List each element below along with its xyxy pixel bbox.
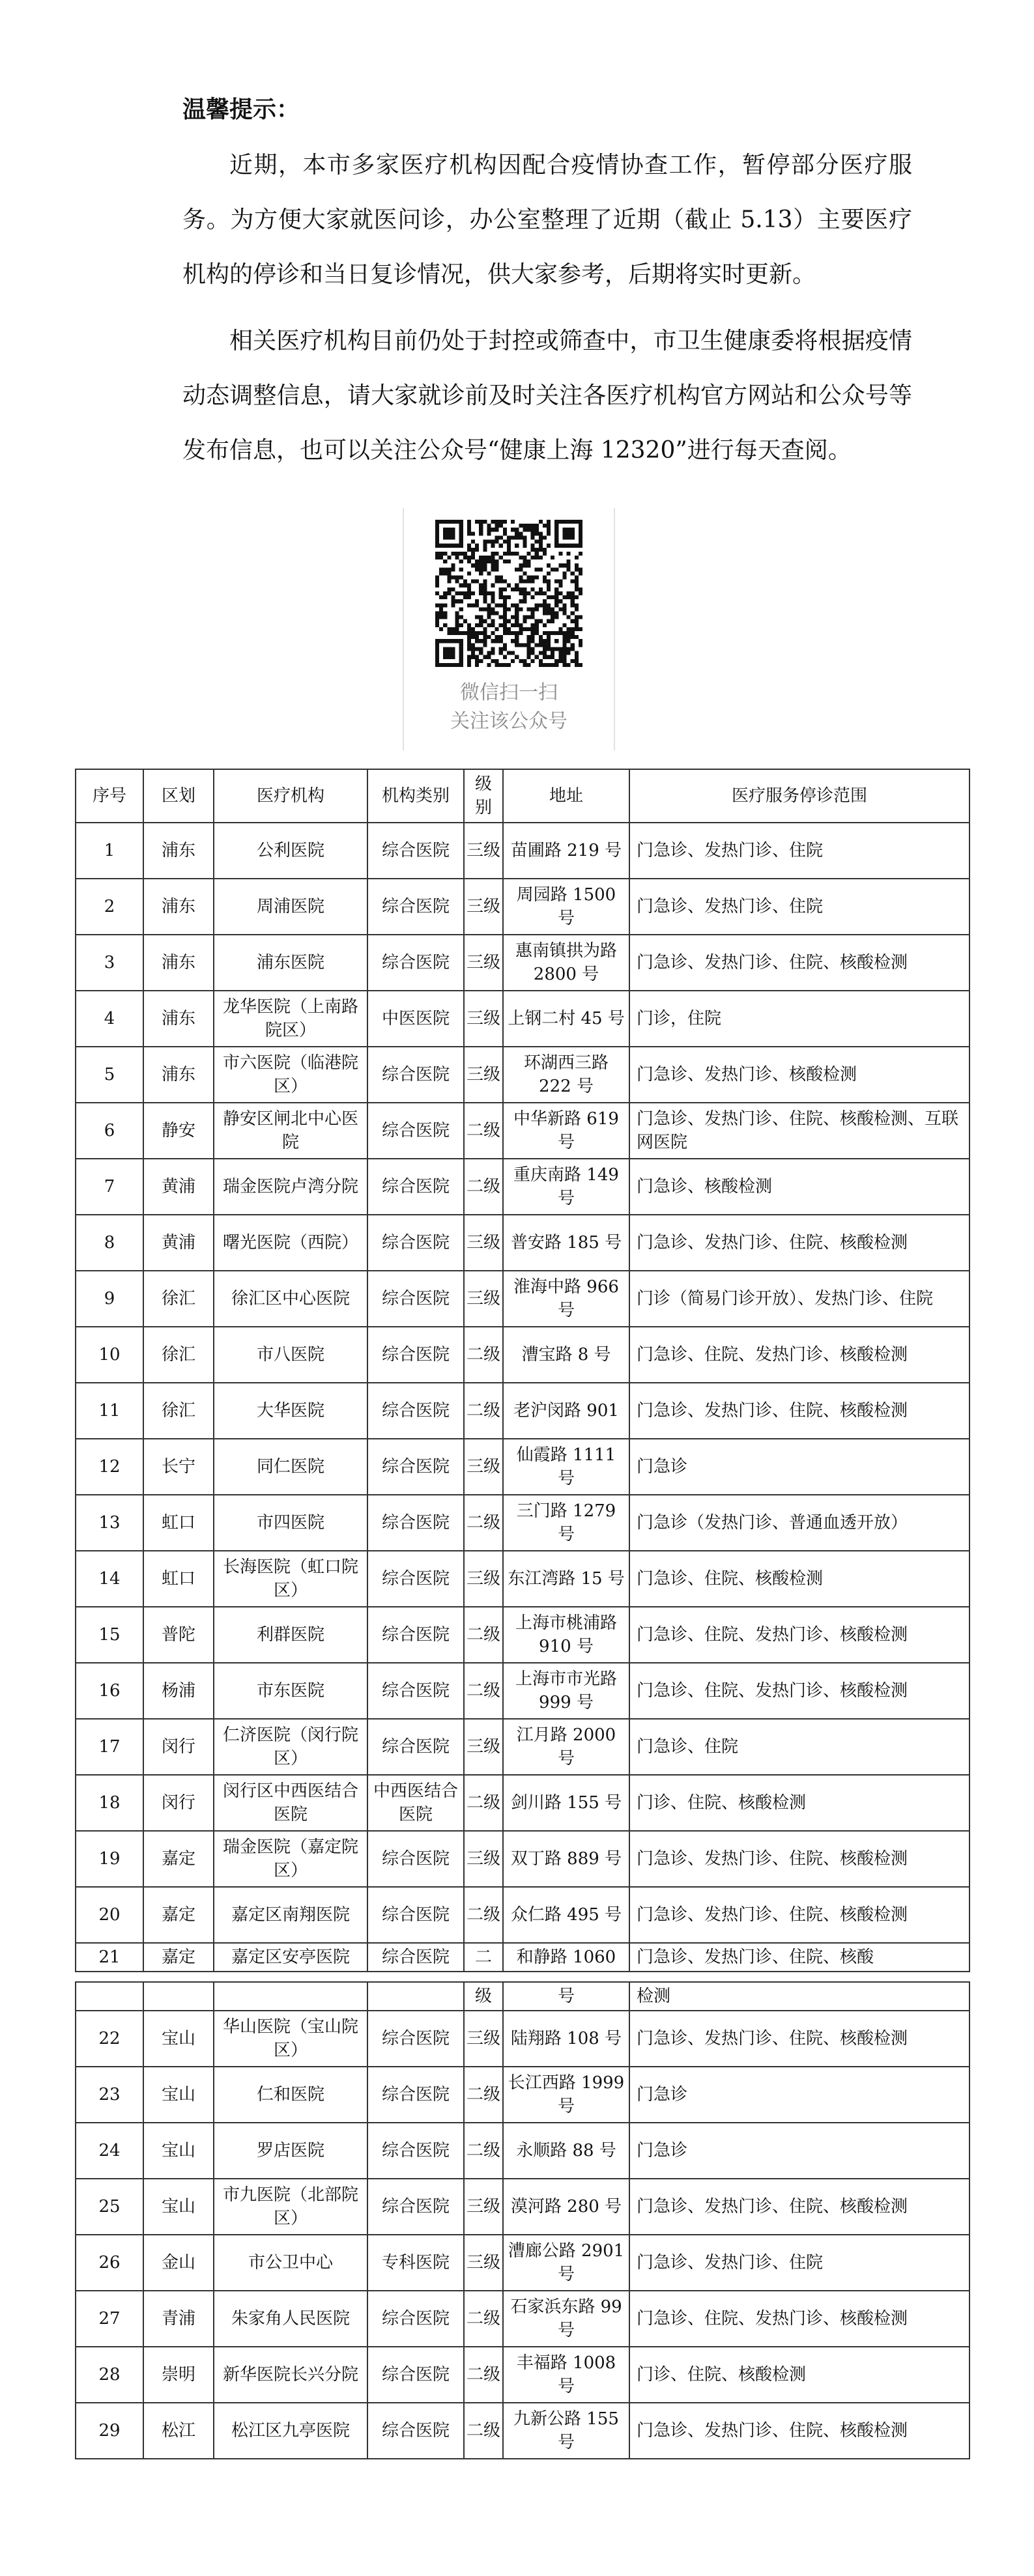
cell-index [76, 1982, 143, 2011]
cell-category: 综合医院 [367, 1271, 464, 1327]
cell-category: 综合医院 [367, 2123, 464, 2179]
cell-district: 黄浦 [143, 1159, 214, 1215]
cell-index: 10 [76, 1327, 143, 1383]
cell-institution: 闵行区中西医结合医院 [214, 1775, 367, 1831]
cell-category: 综合医院 [367, 2347, 464, 2403]
cell-institution: 大华医院 [214, 1383, 367, 1439]
cell-institution: 浦东医院 [214, 935, 367, 991]
table-row [76, 1607, 969, 1663]
cell-suspended-scope: 门急诊、发热门诊、住院、核酸检测 [629, 935, 969, 991]
cell-address: 东江湾路 15 号 [503, 1551, 629, 1607]
cell-suspended-scope: 门急诊、住院、发热门诊、核酸检测 [629, 1607, 969, 1663]
cell-district: 徐汇 [143, 1327, 214, 1383]
cell-institution: 仁济医院（闵行院区） [214, 1719, 367, 1775]
cell-suspended-scope: 门急诊、发热门诊、住院 [629, 2235, 969, 2291]
column-header: 地址 [503, 769, 629, 823]
table-row [76, 1495, 969, 1551]
cell-district: 浦东 [143, 1047, 214, 1103]
cell-index: 18 [76, 1775, 143, 1831]
cell-category: 综合医院 [367, 1215, 464, 1271]
cell-level: 三级 [464, 935, 503, 991]
cell-suspended-scope: 门急诊、发热门诊、住院、核酸检测 [629, 1383, 969, 1439]
cell-category: 综合医院 [367, 1047, 464, 1103]
cell-suspended-scope: 门急诊、发热门诊、住院、核酸检测 [629, 1831, 969, 1887]
cell-level: 三级 [464, 1215, 503, 1271]
cell-district: 徐汇 [143, 1383, 214, 1439]
cell-index: 17 [76, 1719, 143, 1775]
table-header-row [76, 769, 969, 823]
cell-institution: 嘉定区安亭医院 [214, 1943, 367, 1972]
cell-district: 静安 [143, 1103, 214, 1159]
cell-institution: 仁和医院 [214, 2067, 367, 2123]
cell-address: 九新公路 155 号 [503, 2403, 629, 2459]
cell-institution: 瑞金医院卢湾分院 [214, 1159, 367, 1215]
column-header: 区划 [143, 769, 214, 823]
cell-district: 松江 [143, 2403, 214, 2459]
cell-suspended-scope: 门急诊 [629, 1439, 969, 1495]
cell-district: 长宁 [143, 1439, 214, 1495]
cell-index: 6 [76, 1103, 143, 1159]
cell-category: 中医医院 [367, 991, 464, 1047]
cell-district: 虹口 [143, 1551, 214, 1607]
cell-institution: 市六医院（临港院区） [214, 1047, 367, 1103]
cell-index: 20 [76, 1887, 143, 1943]
cell-institution: 静安区闸北中心医院 [214, 1103, 367, 1159]
cell-institution: 徐汇区中心医院 [214, 1271, 367, 1327]
hospital-table-continued [75, 1981, 970, 2459]
cell-index: 2 [76, 879, 143, 935]
cell-suspended-scope: 门急诊、住院、发热门诊、核酸检测 [629, 1663, 969, 1719]
cell-suspended-scope: 门急诊、发热门诊、住院、核酸检测 [629, 1215, 969, 1271]
cell-level: 二级 [464, 1775, 503, 1831]
cell-district: 崇明 [143, 2347, 214, 2403]
notice-heading: 温馨提示： [182, 96, 300, 123]
table-row [76, 1551, 969, 1607]
cell-category: 综合医院 [367, 1663, 464, 1719]
cell-category: 综合医院 [367, 1327, 464, 1383]
cell-district: 嘉定 [143, 1831, 214, 1887]
cell-district: 闵行 [143, 1775, 214, 1831]
cell-level: 三级 [464, 1271, 503, 1327]
cell-institution: 华山医院（宝山院区） [214, 2011, 367, 2067]
qr-caption-line: 微信扫一扫 [460, 681, 558, 704]
cell-index: 24 [76, 2123, 143, 2179]
cell-institution: 市八医院 [214, 1327, 367, 1383]
table-row [76, 1775, 969, 1831]
table-row [76, 2067, 969, 2123]
cell-suspended-scope: 门诊、住院、核酸检测 [629, 2347, 969, 2403]
cell-category: 综合医院 [367, 2011, 464, 2067]
cell-index: 16 [76, 1663, 143, 1719]
cell-institution: 市九医院（北部院区） [214, 2179, 367, 2235]
cell-district: 浦东 [143, 935, 214, 991]
cell-suspended-scope: 门诊（简易门诊开放）、发热门诊、住院 [629, 1271, 969, 1327]
cell-district: 闵行 [143, 1719, 214, 1775]
cell-address: 普安路 185 号 [503, 1215, 629, 1271]
cell-category: 综合医院 [367, 2179, 464, 2235]
cell-address: 长江西路 1999 号 [503, 2067, 629, 2123]
table-row [76, 2403, 969, 2459]
notice [182, 90, 912, 478]
cell-category: 综合医院 [367, 2291, 464, 2347]
cell-level: 三级 [464, 2235, 503, 2291]
cell-institution [214, 1982, 367, 2011]
cell-level: 三级 [464, 1439, 503, 1495]
cell-level: 二级 [464, 2291, 503, 2347]
cell-institution: 市四医院 [214, 1495, 367, 1551]
cell-category: 综合医院 [367, 1943, 464, 1972]
cell-level: 二级 [464, 1663, 503, 1719]
cell-level: 二级 [464, 2123, 503, 2179]
cell-index: 13 [76, 1495, 143, 1551]
cell-index: 3 [76, 935, 143, 991]
table-row [76, 1159, 969, 1215]
cell-institution: 罗店医院 [214, 2123, 367, 2179]
cell-index: 29 [76, 2403, 143, 2459]
cell-address: 丰福路 1008 号 [503, 2347, 629, 2403]
cell-suspended-scope: 门急诊 [629, 2067, 969, 2123]
cell-level: 三级 [464, 2179, 503, 2235]
notice-paragraph: 相关医疗机构目前仍处于封控或筛查中，市卫生健康委将根据疫情动态调整信息，请大家就诊前及时关注各医疗机构官方网站和公众号等发布信息，也可以关注公众号“健康上海 12320”进行每天查阅。 [182, 328, 912, 464]
qr-follow-block[interactable] [403, 508, 615, 750]
table-row [76, 1327, 969, 1383]
cell-district: 杨浦 [143, 1663, 214, 1719]
cell-level: 二级 [464, 2347, 503, 2403]
cell-suspended-scope: 门急诊、发热门诊、住院、核酸检测 [629, 1887, 969, 1943]
cell-district: 嘉定 [143, 1943, 214, 1972]
cell-level: 二级 [464, 1887, 503, 1943]
cell-category [367, 1982, 464, 2011]
cell-category: 综合医院 [367, 1831, 464, 1887]
cell-district: 普陀 [143, 1607, 214, 1663]
cell-suspended-scope: 门急诊、发热门诊、住院、核酸检测 [629, 2179, 969, 2235]
cell-address: 周园路 1500 号 [503, 879, 629, 935]
cell-institution: 市东医院 [214, 1663, 367, 1719]
cell-institution: 市公卫中心 [214, 2235, 367, 2291]
table-row [76, 1103, 969, 1159]
cell-index: 12 [76, 1439, 143, 1495]
qr-caption [404, 679, 614, 736]
cell-suspended-scope: 门急诊 [629, 2123, 969, 2179]
cell-address: 中华新路 619 号 [503, 1103, 629, 1159]
column-header: 序号 [76, 769, 143, 823]
cell-district: 嘉定 [143, 1887, 214, 1943]
cell-district: 青浦 [143, 2291, 214, 2347]
cell-level: 三级 [464, 879, 503, 935]
cell-category: 综合医院 [367, 823, 464, 879]
cell-address: 惠南镇拱为路 2800 号 [503, 935, 629, 991]
table-row-continuation [76, 1982, 969, 2011]
cell-suspended-scope: 门急诊、发热门诊、住院、核酸检测 [629, 2011, 969, 2067]
cell-district [143, 1982, 214, 2011]
cell-institution: 公利医院 [214, 823, 367, 879]
cell-institution: 朱家角人民医院 [214, 2291, 367, 2347]
table-row [76, 991, 969, 1047]
cell-category: 综合医院 [367, 1103, 464, 1159]
cell-index: 15 [76, 1607, 143, 1663]
cell-institution: 周浦医院 [214, 879, 367, 935]
table-row [76, 2347, 969, 2403]
column-header: 机构类别 [367, 769, 464, 823]
cell-level: 三级 [464, 823, 503, 879]
cell-address: 众仁路 495 号 [503, 1887, 629, 1943]
cell-level: 三级 [464, 2011, 503, 2067]
table-row [76, 2123, 969, 2179]
cell-address: 永顺路 88 号 [503, 2123, 629, 2179]
cell-district: 宝山 [143, 2123, 214, 2179]
table-row [76, 1663, 969, 1719]
cell-address: 三门路 1279 号 [503, 1495, 629, 1551]
cell-address: 陆翔路 108 号 [503, 2011, 629, 2067]
cell-level: 二级 [464, 1495, 503, 1551]
cell-institution: 嘉定区南翔医院 [214, 1887, 367, 1943]
cell-suspended-scope: 门急诊、发热门诊、住院 [629, 823, 969, 879]
cell-district: 虹口 [143, 1495, 214, 1551]
cell-address: 漕宝路 8 号 [503, 1327, 629, 1383]
table-row [76, 2179, 969, 2235]
cell-address: 上海市市光路 999 号 [503, 1663, 629, 1719]
cell-level: 二级 [464, 1159, 503, 1215]
table-row [76, 1215, 969, 1271]
table-row [76, 2235, 969, 2291]
cell-suspended-scope: 门急诊、住院、发热门诊、核酸检测 [629, 2291, 969, 2347]
cell-index: 7 [76, 1159, 143, 1215]
cell-address: 石家浜东路 99 号 [503, 2291, 629, 2347]
cell-level: 二级 [464, 1327, 503, 1383]
column-header: 医疗服务停诊范围 [629, 769, 969, 823]
cell-index: 22 [76, 2011, 143, 2067]
cell-district: 浦东 [143, 823, 214, 879]
cell-institution: 瑞金医院（嘉定院区） [214, 1831, 367, 1887]
cell-institution: 新华医院长兴分院 [214, 2347, 367, 2403]
cell-suspended-scope: 门急诊（发热门诊、普通血透开放） [629, 1495, 969, 1551]
cell-level: 三级 [464, 1551, 503, 1607]
cell-index: 1 [76, 823, 143, 879]
cell-institution: 利群医院 [214, 1607, 367, 1663]
table-row [76, 1439, 969, 1495]
cell-level: 二级 [464, 2403, 503, 2459]
cell-suspended-scope: 门急诊、发热门诊、核酸检测 [629, 1047, 969, 1103]
table-row [76, 2291, 969, 2347]
cell-district: 金山 [143, 2235, 214, 2291]
cell-address: 和静路 1060 [503, 1943, 629, 1972]
notice-paragraph: 近期，本市多家医疗机构因配合疫情协查工作，暂停部分医疗服务。为方便大家就医问诊，办公室整理了近期（截止 5.13）主要医疗机构的停诊和当日复诊情况，供大家参考，后期将实时更新。 [182, 152, 912, 288]
cell-address: 仙霞路 1111 号 [503, 1439, 629, 1495]
cell-address: 双丁路 889 号 [503, 1831, 629, 1887]
cell-level: 二 [464, 1943, 503, 1972]
cell-address: 老沪闵路 901 [503, 1383, 629, 1439]
cell-index: 27 [76, 2291, 143, 2347]
table-row [76, 1887, 969, 1943]
cell-category: 综合医院 [367, 879, 464, 935]
cell-index: 26 [76, 2235, 143, 2291]
cell-category: 综合医院 [367, 1159, 464, 1215]
cell-category: 综合医院 [367, 1607, 464, 1663]
cell-address: 环湖西三路 222 号 [503, 1047, 629, 1103]
cell-address: 漠河路 280 号 [503, 2179, 629, 2235]
cell-address: 上海市桃浦路 910 号 [503, 1607, 629, 1663]
cell-index: 23 [76, 2067, 143, 2123]
cell-district: 宝山 [143, 2179, 214, 2235]
cell-institution: 龙华医院（上南路院区） [214, 991, 367, 1047]
cell-level: 三级 [464, 1831, 503, 1887]
cell-address: 淮海中路 966 号 [503, 1271, 629, 1327]
cell-level: 二级 [464, 1103, 503, 1159]
table-row [76, 2011, 969, 2067]
column-header: 医疗机构 [214, 769, 367, 823]
qr-caption-line: 关注该公众号 [450, 710, 567, 733]
cell-category: 综合医院 [367, 1719, 464, 1775]
qr-code-icon[interactable] [435, 520, 582, 667]
cell-suspended-scope: 门急诊、发热门诊、住院、核酸检测 [629, 2403, 969, 2459]
cell-level: 二级 [464, 1383, 503, 1439]
cell-category: 综合医院 [367, 1439, 464, 1495]
cell-category: 中西医结合医院 [367, 1775, 464, 1831]
cell-category: 综合医院 [367, 1383, 464, 1439]
cell-suspended-scope: 门急诊、核酸检测 [629, 1159, 969, 1215]
cell-level: 二级 [464, 2067, 503, 2123]
cell-category: 综合医院 [367, 2403, 464, 2459]
cell-institution: 松江区九亭医院 [214, 2403, 367, 2459]
cell-institution: 曙光医院（西院） [214, 1215, 367, 1271]
cell-category: 综合医院 [367, 1495, 464, 1551]
table-row [76, 879, 969, 935]
table-row [76, 823, 969, 879]
cell-index: 25 [76, 2179, 143, 2235]
cell-address: 江月路 2000 号 [503, 1719, 629, 1775]
cell-address: 上钢二村 45 号 [503, 991, 629, 1047]
cell-level: 三级 [464, 1719, 503, 1775]
cell-index: 9 [76, 1271, 143, 1327]
qr-modules [435, 520, 582, 667]
cell-category: 专科医院 [367, 2235, 464, 2291]
cell-suspended-scope: 检测 [629, 1982, 969, 2011]
cell-index: 4 [76, 991, 143, 1047]
cell-index: 19 [76, 1831, 143, 1887]
table-row [76, 1383, 969, 1439]
cell-index: 21 [76, 1943, 143, 1972]
cell-level: 三级 [464, 1047, 503, 1103]
cell-index: 5 [76, 1047, 143, 1103]
cell-category: 综合医院 [367, 935, 464, 991]
cell-suspended-scope: 门急诊、住院、核酸检测 [629, 1551, 969, 1607]
cell-district: 徐汇 [143, 1271, 214, 1327]
cell-index: 14 [76, 1551, 143, 1607]
cell-suspended-scope: 门急诊、发热门诊、住院、核酸检测、互联网医院 [629, 1103, 969, 1159]
column-header: 级别 [464, 769, 503, 823]
cell-district: 黄浦 [143, 1215, 214, 1271]
table-row [76, 935, 969, 991]
cell-district: 浦东 [143, 879, 214, 935]
cell-level: 二级 [464, 1607, 503, 1663]
hospital-table [75, 769, 970, 1972]
cell-index: 11 [76, 1383, 143, 1439]
table-row [76, 1943, 969, 1972]
table-row [76, 1271, 969, 1327]
cell-index: 8 [76, 1215, 143, 1271]
cell-institution: 同仁医院 [214, 1439, 367, 1495]
cell-category: 综合医院 [367, 1887, 464, 1943]
cell-suspended-scope: 门急诊、发热门诊、住院 [629, 879, 969, 935]
cell-suspended-scope: 门急诊、住院 [629, 1719, 969, 1775]
cell-suspended-scope: 门诊、住院、核酸检测 [629, 1775, 969, 1831]
cell-district: 浦东 [143, 991, 214, 1047]
cell-level: 级 [464, 1982, 503, 2011]
cell-category: 综合医院 [367, 1551, 464, 1607]
cell-address: 剑川路 155 号 [503, 1775, 629, 1831]
table-row [76, 1831, 969, 1887]
cell-suspended-scope: 门急诊、发热门诊、住院、核酸 [629, 1943, 969, 1972]
cell-address: 重庆南路 149 号 [503, 1159, 629, 1215]
cell-index: 28 [76, 2347, 143, 2403]
cell-category: 综合医院 [367, 2067, 464, 2123]
cell-district: 宝山 [143, 2067, 214, 2123]
cell-suspended-scope: 门急诊、住院、发热门诊、核酸检测 [629, 1327, 969, 1383]
cell-address: 号 [503, 1982, 629, 2011]
cell-district: 宝山 [143, 2011, 214, 2067]
table-row [76, 1719, 969, 1775]
table-row [76, 1047, 969, 1103]
cell-institution: 长海医院（虹口院区） [214, 1551, 367, 1607]
cell-address: 苗圃路 219 号 [503, 823, 629, 879]
cell-address: 漕廊公路 2901 号 [503, 2235, 629, 2291]
cell-suspended-scope: 门诊，住院 [629, 991, 969, 1047]
cell-level: 三级 [464, 991, 503, 1047]
